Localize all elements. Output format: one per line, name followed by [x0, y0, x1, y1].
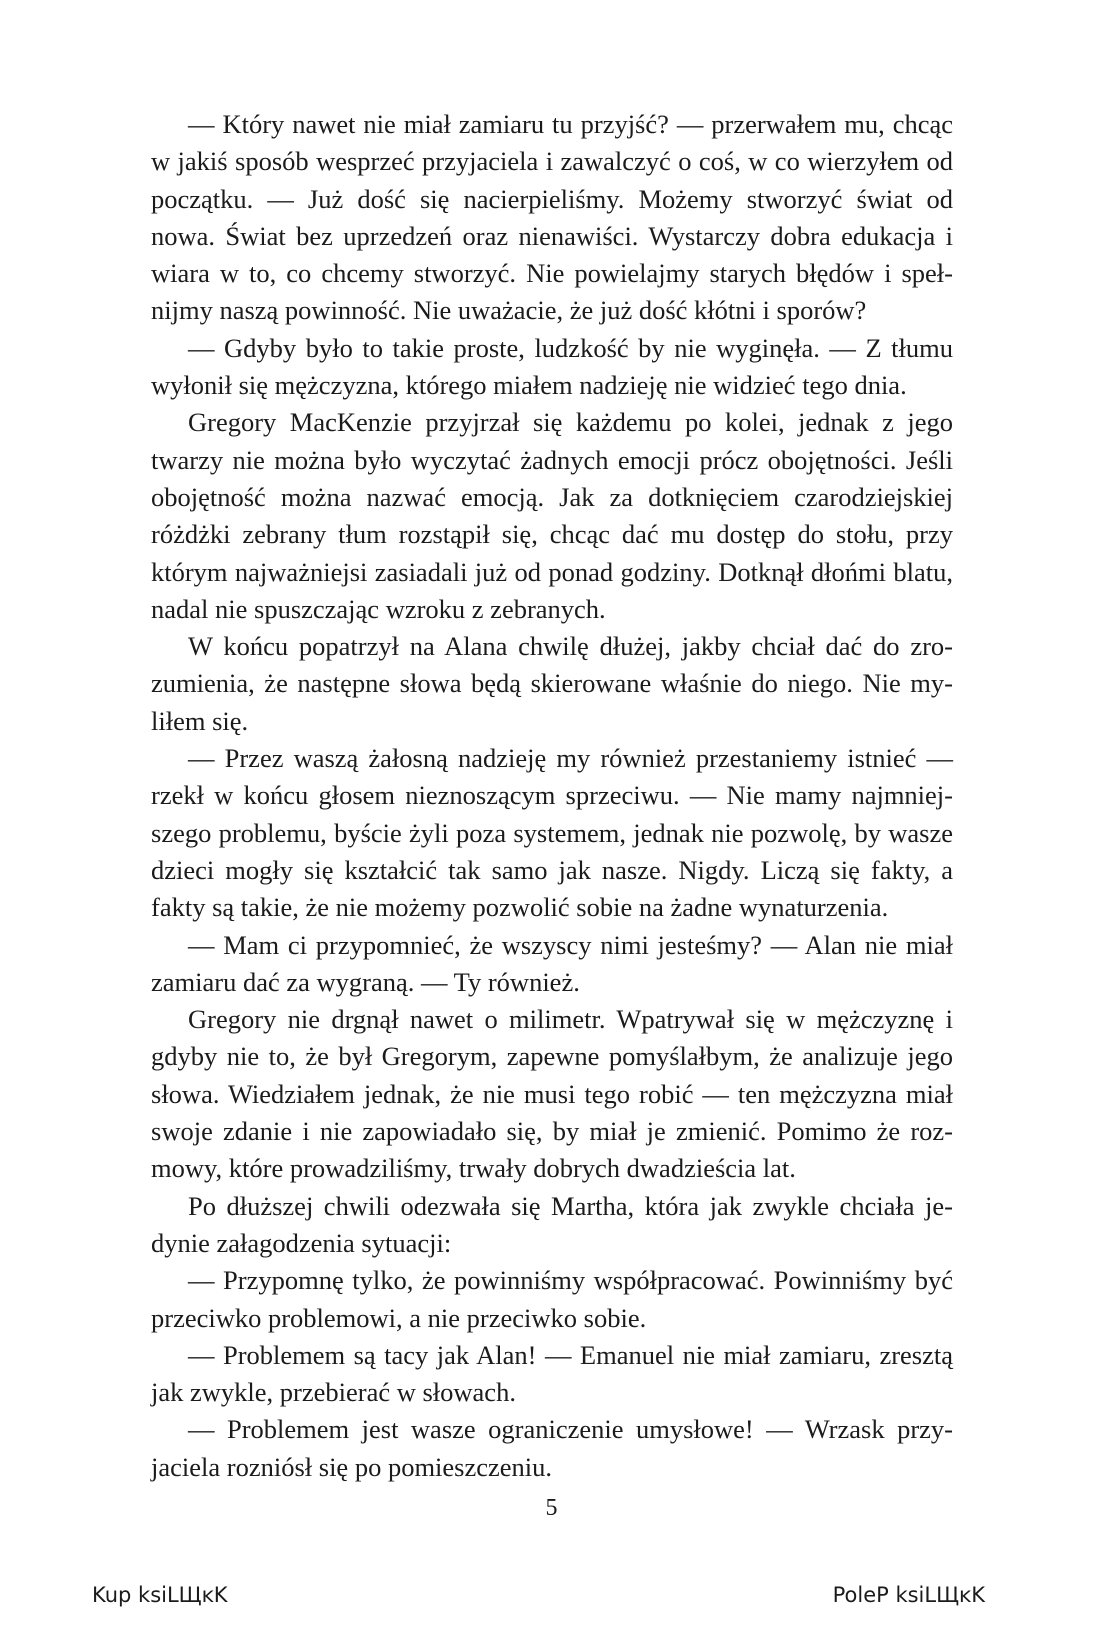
body-text [151, 106, 953, 1486]
paragraph: — Przez waszą żałosną nadzieję my również przestaniemy istnieć — rzekł w końcu głosem nieznoszącym sprzeciwu. — Nie mamy najmniejszego problemu, byście żyli poza systemem, jednak nie pozwolę, by wasze dzieci mogły się kształcić tak samo jak nasze. Nigdy. Liczą się fakty, a fakty są takie, że nie możemy pozwolić sobie na żadne wynaturzenia. [151, 743, 953, 923]
paragraph: W końcu popatrzył na Alana chwilę dłużej, jakby chciał dać do zrozumienia, że następne słowa będą skierowane właśnie do niego. Nie myliłem się. [151, 631, 953, 736]
paragraph: — Przypomnę tylko, że powinniśmy współpracować. Powinniśmy być przeciwko problemowi, a nie przeciwko sobie. [151, 1265, 953, 1333]
paragraph: — Mam ci przypomnieć, że wszyscy nimi jesteśmy? — Alan nie miał zamiaru dać za wygraną. — Ty również. [151, 929, 953, 997]
page-number: 5 [545, 1495, 558, 1521]
paragraph: — Problemem są tacy jak Alan! — Emanuel nie miał zamiaru, zresztą jak zwykle, przebierać w słowach. [151, 1339, 953, 1408]
paragraph: — Gdyby było to takie proste, ludzkość by nie wyginęła. — Z tłumu wyłonił się mężczyzna, którego miałem nadzieję nie widzieć tego dnia. [151, 332, 953, 401]
paragraph: Po dłuższej chwili odezwała się Martha, która jak zwykle chciała jedynie załagodzenia sytuacji: [151, 1190, 953, 1258]
buy-book-link[interactable]: Kup ksiLЩĸK [92, 1583, 228, 1607]
paragraph: — Problemem jest wasze ograniczenie umysłowe! — Wrzask przyjaciela rozniósł się po pomieszczeniu. [151, 1414, 953, 1482]
paragraph: Gregory nie drgnął nawet o milimetr. Wpatrywał się w mężczyznę i gdyby nie to, że był Gregorym, zapewne pomyślałbym, że analizuje jego słowa. Wiedziałem jednak, że nie musi tego robić — ten mężczyzna miał swoje zdanie i nie zapowiadało się, by miał je zmienić. Pomimo że rozmowy, które prowadziliśmy, trwały dobrych dwadzieścia lat. [151, 1004, 953, 1184]
paragraph: — Który nawet nie miał zamiaru tu przyjść? — przerwałem mu, chcąc w jakiś sposób wesprzeć przyjaciela i zawalczyć o coś, w co wierzyłem od początku. — Już dość się nacierpieliśmy. Możemy stworzyć świat od nowa. Świat bez uprzedzeń oraz nienawiści. Wystarczy dobra edukacja i wiara w to, co chcemy stworzyć. Nie powielajmy starych błędów i spełnijmy naszą powinność. Nie uważacie, że już dość kłótni i sporów? [151, 109, 953, 326]
recommend-book-link[interactable]: PoleP ksiLЩĸK [832, 1583, 985, 1607]
paragraph: Gregory MacKenzie przyjrzał się każdemu po kolei, jednak z jego twarzy nie można było wyczytać żadnych emocji prócz obojętności. Jeśli obojętność można nazwać emocją. Jak za dotknięciem czarodziejskiej różdżki zebrany tłum rozstąpił się, chcąc dać mu dostęp do stołu, przy którym najważniejsi zasiadali już od ponad godziny. Dotknął dłońmi blatu, nadal nie spuszczając wzroku z zebranych. [151, 407, 953, 624]
